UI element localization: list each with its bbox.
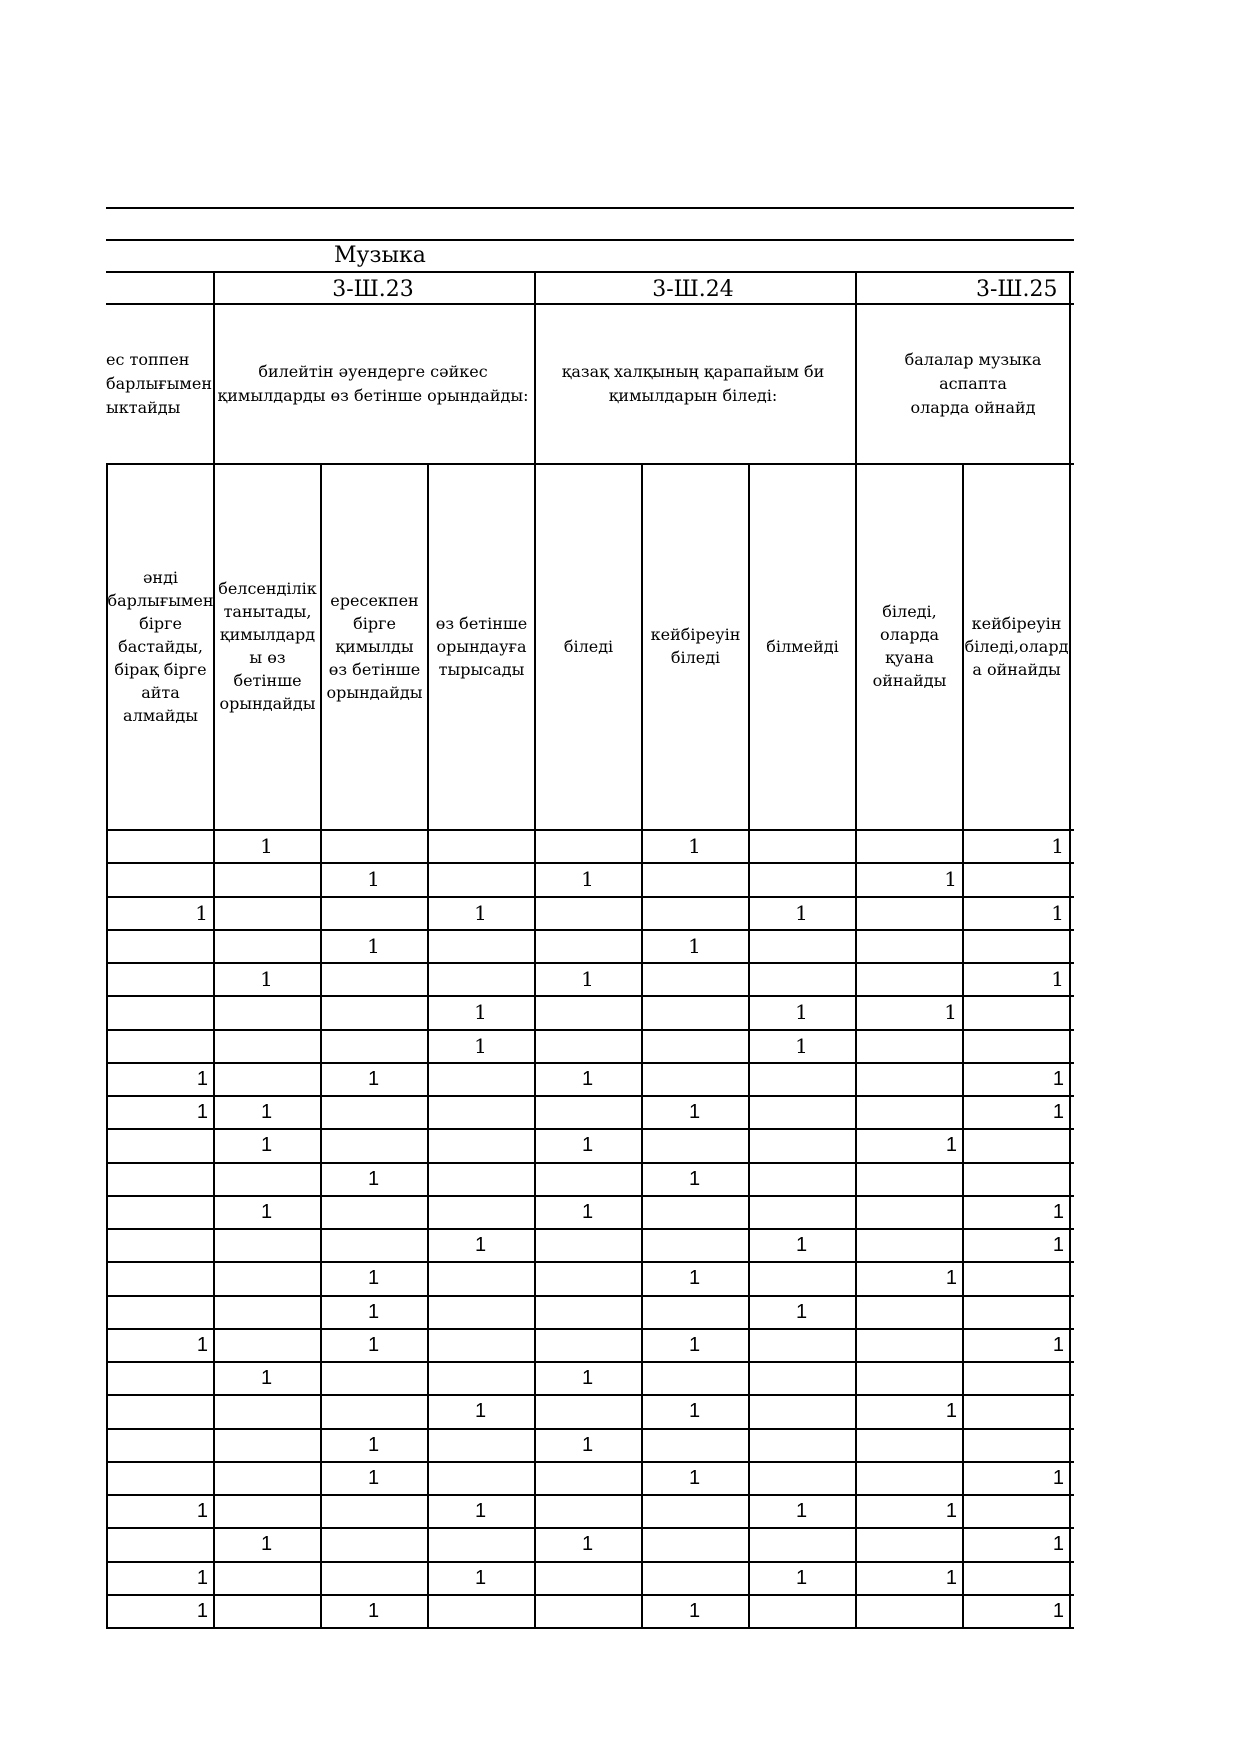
table-cell: 1	[688, 1400, 701, 1422]
table-cell: 1	[367, 1168, 380, 1190]
table-cell: 1	[581, 1434, 594, 1456]
table-cell: 1	[1051, 967, 1064, 991]
group-desc-prev: ес топпен барлығымен ыктайды	[106, 350, 212, 417]
section-title: Музыка	[334, 243, 426, 268]
grid-hline	[106, 1029, 1074, 1031]
table-cell: 1	[945, 1267, 957, 1289]
table-cell: 1	[196, 1567, 208, 1589]
table-cell: 1	[196, 1500, 208, 1522]
group-desc-24: қазақ халқының қарапайым би қимылдарын біледі:	[561, 362, 825, 405]
table-cell: 1	[688, 1600, 701, 1622]
table-cell: 1	[1052, 1467, 1064, 1489]
table-cell: 1	[196, 1600, 208, 1622]
table-cell: 1	[1052, 1334, 1064, 1356]
table-cell: 1	[795, 1034, 808, 1058]
group-desc-23: билейтін әуендерге сәйкес қимылдарды өз бетінше орындайды:	[217, 362, 529, 405]
grid-hline	[106, 1461, 1074, 1463]
table-cell: 1	[581, 1134, 594, 1156]
table-cell: 1	[196, 1068, 208, 1090]
table-cell: 1	[474, 1567, 487, 1589]
criterion-header: белсенділік танытады, қимылдард ы өз бетінше орындайды	[218, 579, 317, 713]
table-cell: 1	[367, 1467, 380, 1489]
grid-vline	[1069, 271, 1071, 1627]
table-cell: 1	[1052, 1533, 1064, 1555]
table-cell: 1	[945, 1134, 957, 1156]
table-cell: 1	[688, 934, 701, 958]
criterion-header: өз бетінше орындауға тырысады	[435, 613, 528, 679]
table-cell: 1	[581, 1367, 594, 1389]
table-cell: 1	[196, 1334, 208, 1356]
table-cell: 1	[260, 967, 273, 991]
table-cell: 1	[260, 834, 273, 858]
table-cell: 1	[795, 1567, 808, 1589]
group-code-24: 3-Ш.24	[652, 277, 734, 302]
grid-hline	[106, 929, 1074, 931]
table-cell: 1	[795, 901, 808, 925]
table-cell: 1	[260, 1101, 273, 1123]
grid-hline	[106, 1328, 1074, 1330]
table-cell: 1	[945, 1567, 957, 1589]
table-cell: 1	[688, 1168, 701, 1190]
criterion-header: ересекпен бірге қимылды өз бетінше орындайды	[326, 590, 423, 702]
table-cell: 1	[581, 1533, 594, 1555]
table-cell: 1	[1052, 1201, 1064, 1223]
table-cell: 1	[474, 1500, 487, 1522]
group-code-23: 3-Ш.23	[332, 277, 414, 302]
table-cell: 1	[581, 1068, 594, 1090]
grid-hline	[106, 271, 1074, 273]
table-cell: 1	[688, 1467, 701, 1489]
table-cell: 1	[260, 1134, 273, 1156]
grid-hline	[106, 207, 1074, 209]
table-cell: 1	[1051, 834, 1064, 858]
grid-hline	[106, 239, 1074, 241]
grid-hline	[106, 896, 1074, 898]
grid-hline	[106, 1627, 1074, 1629]
table-cell: 1	[945, 1500, 957, 1522]
grid-hline	[106, 1594, 1074, 1596]
table-cell: 1	[1052, 1600, 1064, 1622]
table-cell: 1	[688, 1101, 701, 1123]
table-cell: 1	[1052, 1101, 1064, 1123]
table-cell: 1	[581, 1201, 594, 1223]
criterion-header: кейбіреуін біледі,олард а ойнайды	[964, 613, 1069, 679]
table-cell: 1	[688, 1334, 701, 1356]
group-desc-25: балалар музыка аспапта оларда ойнайд	[904, 350, 1042, 417]
table-cell: 1	[688, 834, 701, 858]
table-cell: 1	[367, 1434, 380, 1456]
criterion-header: кейбіреуін біледі	[650, 625, 741, 667]
table-cell: 1	[260, 1533, 273, 1555]
table-cell: 1	[581, 967, 594, 991]
table-cell: 1	[367, 1600, 380, 1622]
criterion-header: біледі, оларда қуана ойнайды	[872, 602, 947, 690]
table-cell: 1	[196, 1101, 208, 1123]
table-cell: 1	[367, 1334, 380, 1356]
table-cell: 1	[474, 1400, 487, 1422]
table-cell: 1	[367, 1301, 380, 1323]
table-cell: 1	[581, 867, 594, 891]
table-cell: 1	[474, 901, 487, 925]
group-code-25: 3-Ш.25	[976, 277, 1058, 302]
table-cell: 1	[367, 867, 380, 891]
table-cell: 1	[474, 1034, 487, 1058]
table-cell: 1	[795, 1000, 808, 1024]
table-cell: 1	[795, 1500, 808, 1522]
criterion-header: әнді барлығымен бірге бастайды, бірақ бірге айта алмайды	[108, 567, 213, 725]
table-cell: 1	[260, 1201, 273, 1223]
table-cell: 1	[795, 1301, 808, 1323]
table-cell: 1	[945, 1400, 957, 1422]
table-cell: 1	[260, 1367, 273, 1389]
table-cell: 1	[474, 1000, 487, 1024]
table-cell: 1	[944, 1000, 957, 1024]
table-cell: 1	[795, 1234, 808, 1256]
criterion-header: білмейді	[766, 636, 839, 656]
table-cell: 1	[367, 1267, 380, 1289]
table-cell: 1	[367, 934, 380, 958]
table-cell: 1	[367, 1068, 380, 1090]
grid-hline	[106, 1228, 1074, 1230]
table-cell: 1	[688, 1267, 701, 1289]
table-cell: 1	[1052, 1234, 1064, 1256]
table-cell: 1	[474, 1234, 487, 1256]
table-cell: 1	[1051, 901, 1064, 925]
grid-hline	[106, 1162, 1074, 1164]
table-cell: 1	[195, 901, 208, 925]
table-cell: 1	[1052, 1068, 1064, 1090]
table-cell: 1	[944, 867, 957, 891]
criterion-header: біледі	[563, 636, 614, 656]
grid-hline	[106, 1295, 1074, 1297]
